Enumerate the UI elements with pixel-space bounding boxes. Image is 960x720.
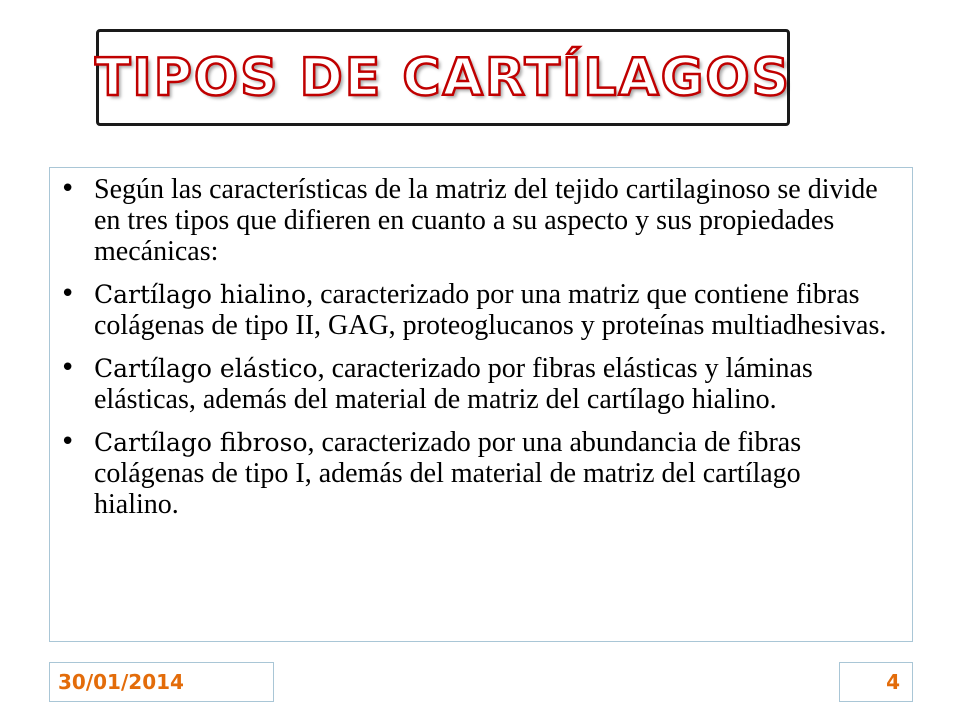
content-box [49,167,913,642]
bullet-icon: • [60,279,76,309]
bullet-text: Según las características de la matriz del tejido cartilaginoso se divide en tres tipos que difieren en cuanto a su aspecto y sus propiedades mecánicas: [94,174,878,267]
bullet-icon: • [60,174,76,204]
bullet-item-intro [60,174,892,267]
bullet-term: Cartílago fibroso [94,428,308,457]
footer-date: 30/01/2014 [49,662,274,702]
bullet-term: Cartílago elástico [94,354,318,383]
bullet-icon: • [60,353,76,383]
bullet-text: , caracterizado por una abundancia de fibras colágenas de tipo I, además del material de matriz del cartílago hialino. [94,427,802,520]
bullet-text: , caracterizado por fibras elásticas y láminas elásticas, además del material de matriz del cartílago hialino. [94,353,813,415]
bullet-item-elastico [60,353,892,415]
bullet-item-fibroso [60,427,892,520]
bullet-list [60,174,892,532]
title-box [96,29,790,126]
bullet-term: Cartílago hialino [94,280,307,309]
slide-title: TIPOS DE CARTÍLAGOS [94,47,792,108]
bullet-icon: • [60,427,76,457]
bullet-item-hialino [60,279,892,341]
footer-page-number: 4 [839,662,913,702]
bullet-text: , caracterizado por una matriz que contiene fibras colágenas de tipo II, GAG, proteoglucanos y proteínas multiadhesivas. [94,279,887,341]
